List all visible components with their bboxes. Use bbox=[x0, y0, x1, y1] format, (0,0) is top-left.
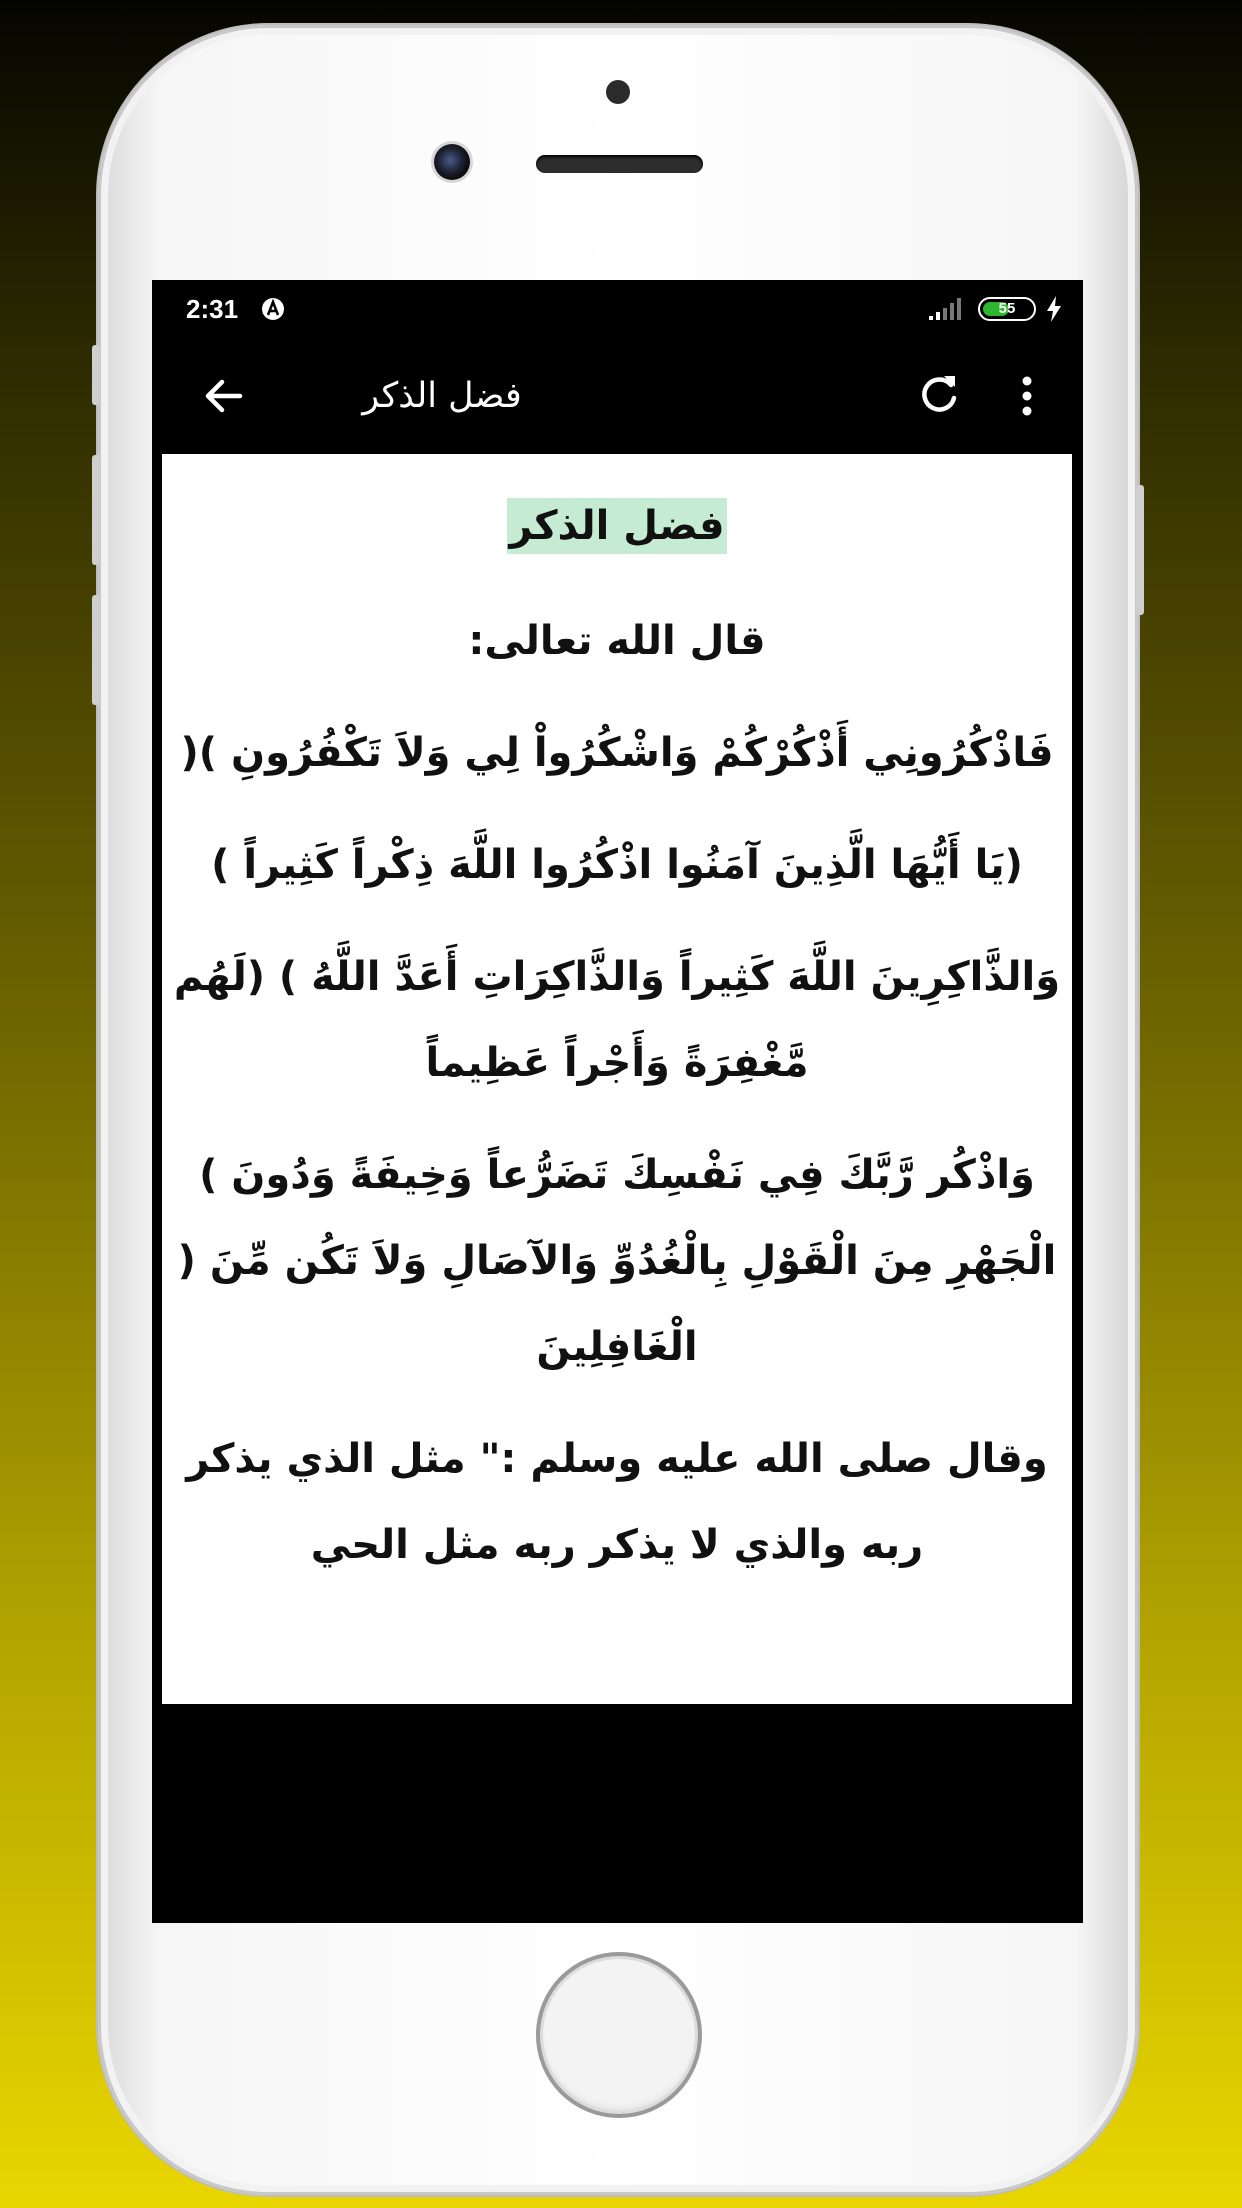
phone-screen bbox=[152, 280, 1083, 1923]
app-toolbar bbox=[152, 340, 1083, 454]
article-paragraph: (يَا أَيُّهَا الَّذِينَ آمَنُوا اذْكُرُوا اللَّهَ ذِكْراً كَثِيراً ) bbox=[211, 842, 1023, 888]
screen-bottom-area bbox=[152, 1704, 1083, 1923]
phone-power-button bbox=[1136, 485, 1144, 615]
article-content[interactable] bbox=[162, 454, 1072, 1704]
refresh-button[interactable] bbox=[911, 368, 967, 424]
home-button[interactable] bbox=[536, 1952, 702, 2118]
refresh-icon bbox=[911, 368, 967, 424]
article-paragraph: وَالذَّاكِرِينَ اللَّهَ كَثِيراً وَالذَّاكِرَاتِ أَعَدَّ اللَّهُ ) (لَهُم مَّغْفِرَةً وَأَجْراً عَظِيماً bbox=[173, 954, 1061, 1086]
battery-level: 55 bbox=[998, 300, 1016, 317]
charging-bolt-icon bbox=[1044, 295, 1064, 323]
article-paragraph: وقال صلى الله عليه وسلم :" مثل الذي يذكر ربه والذي لا يذكر ربه مثل الحي bbox=[186, 1436, 1048, 1568]
article-title: فضل الذكر bbox=[507, 498, 726, 554]
toolbar-title: فضل الذكر bbox=[362, 376, 522, 416]
article-paragraph: وَاذْكُر رَّبَّكَ فِي نَفْسِكَ تَضَرُّعاً وَخِيفَةً وَدُونَ ) الْجَهْرِ مِنَ الْقَوْلِ بِالْغُدُوِّ وَالآصَالِ وَلاَ تَكُن مِّنَ ( الْغَافِلِينَ bbox=[177, 1152, 1057, 1370]
more-options-button[interactable] bbox=[1007, 368, 1047, 424]
proximity-sensor bbox=[606, 80, 630, 104]
article-paragraph: فَاذْكُرُونِي أَذْكُرْكُمْ وَاشْكُرُواْ لِي وَلاَ تَكْفُرُونِ )( bbox=[180, 730, 1054, 776]
back-button[interactable] bbox=[194, 366, 254, 426]
battery-icon bbox=[978, 297, 1036, 321]
earpiece-speaker bbox=[536, 155, 703, 173]
signal-icon bbox=[929, 298, 965, 320]
front-camera bbox=[434, 144, 470, 180]
arrow-back-icon bbox=[194, 366, 254, 426]
status-time: 2:31 bbox=[186, 294, 239, 324]
phone-side-button bbox=[92, 345, 100, 405]
status-bar bbox=[152, 280, 1083, 340]
phone-volume-down-button bbox=[92, 595, 100, 705]
phone-volume-up-button bbox=[92, 455, 100, 565]
more-vert-icon bbox=[1007, 368, 1047, 424]
article-paragraph: قال الله تعالى: bbox=[468, 618, 766, 664]
a-notification-icon bbox=[260, 296, 286, 322]
